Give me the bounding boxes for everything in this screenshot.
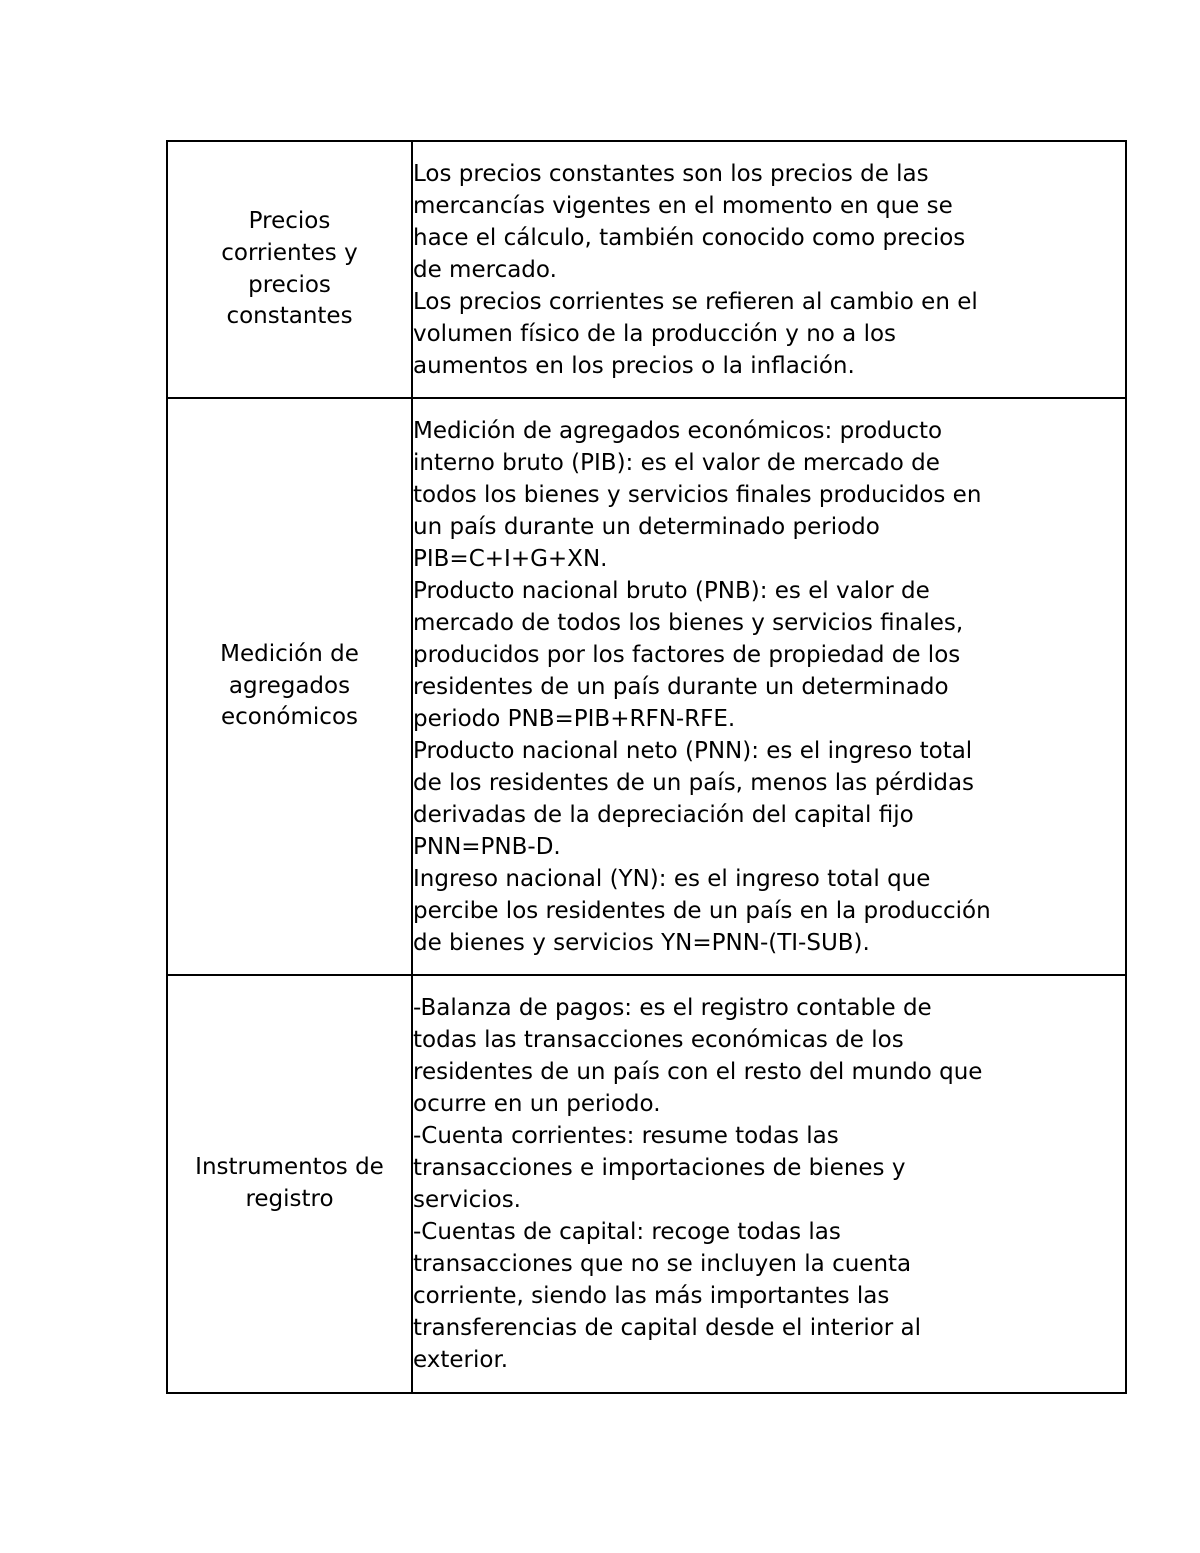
concepts-table	[166, 140, 1127, 1394]
term-line: constantes	[226, 303, 353, 330]
term-line: precios	[248, 271, 331, 298]
term-line: registro	[245, 1186, 334, 1212]
term-line: Precios	[248, 208, 331, 235]
description-line: periodo PNB=PIB+RFN-RFE.	[413, 705, 736, 732]
description-line: transacciones que no se incluyen la cuenta	[413, 1251, 912, 1277]
description-line: de mercado.	[413, 256, 557, 283]
description-line: residentes de un país durante un determinado	[413, 673, 949, 700]
description-line: aumentos en los precios o la inflación.	[413, 352, 855, 379]
description-line: corriente, siendo las más importantes las	[413, 1283, 890, 1309]
description-line: mercancías vigentes en el momento en que se	[413, 192, 953, 219]
description-cell	[412, 398, 1126, 975]
description-line: exterior.	[413, 1347, 509, 1373]
description-line: producidos por los factores de propiedad de los	[413, 641, 961, 668]
term-line: corrientes y	[221, 239, 358, 266]
description-line: Ingreso nacional (YN): es el ingreso total que	[413, 865, 931, 892]
term-line: Medición de	[220, 641, 359, 668]
table-row	[167, 975, 1126, 1393]
description-line: percibe los residentes de un país en la producción	[413, 897, 991, 924]
term-cell	[167, 975, 412, 1393]
term-cell	[167, 398, 412, 975]
description-line: PIB=C+I+G+XN.	[413, 545, 608, 572]
table-row	[167, 141, 1126, 398]
term-line: económicos	[220, 704, 358, 731]
description-line: hace el cálculo, también conocido como precios	[413, 224, 966, 251]
description-line: -Cuentas de capital: recoge todas las	[413, 1219, 841, 1245]
description-line: Los precios constantes son los precios de las	[413, 160, 929, 187]
description-line: todas las transacciones económicas de los	[413, 1027, 904, 1053]
description-line: -Balanza de pagos: es el registro contable de	[413, 995, 932, 1021]
table-row	[167, 398, 1126, 975]
description-line: PNN=PNB-D.	[413, 833, 561, 860]
description-line: mercado de todos los bienes y servicios finales,	[413, 609, 964, 636]
description-line: transferencias de capital desde el interior al	[413, 1315, 922, 1341]
description-line: Medición de agregados económicos: producto	[413, 417, 943, 444]
description-cell	[412, 975, 1126, 1393]
description-line: Producto nacional bruto (PNB): es el valor de	[413, 577, 930, 604]
description-line: Los precios corrientes se refieren al cambio en el	[413, 288, 978, 315]
description-line: derivadas de la depreciación del capital fijo	[413, 801, 914, 828]
term-line: agregados	[228, 672, 351, 699]
description-line: volumen físico de la producción y no a los	[413, 320, 897, 347]
description-line: Producto nacional neto (PNN): es el ingreso total	[413, 737, 973, 764]
description-line: ocurre en un periodo.	[413, 1091, 661, 1117]
description-line: de bienes y servicios YN=PNN-(TI-SUB).	[413, 929, 870, 956]
description-line: residentes de un país con el resto del mundo que	[413, 1059, 983, 1085]
term-line: Instrumentos de	[195, 1154, 384, 1181]
description-cell	[412, 141, 1126, 398]
description-line: un país durante un determinado periodo	[413, 513, 880, 540]
description-line: de los residentes de un país, menos las pérdidas	[413, 769, 975, 796]
description-line: todos los bienes y servicios finales producidos en	[413, 481, 982, 508]
description-line: servicios.	[413, 1187, 521, 1213]
description-line: interno bruto (PIB): es el valor de mercado de	[413, 449, 940, 476]
description-line: -Cuenta corrientes: resume todas las	[413, 1123, 839, 1149]
term-cell	[167, 141, 412, 398]
description-line: transacciones e importaciones de bienes y	[413, 1155, 906, 1181]
